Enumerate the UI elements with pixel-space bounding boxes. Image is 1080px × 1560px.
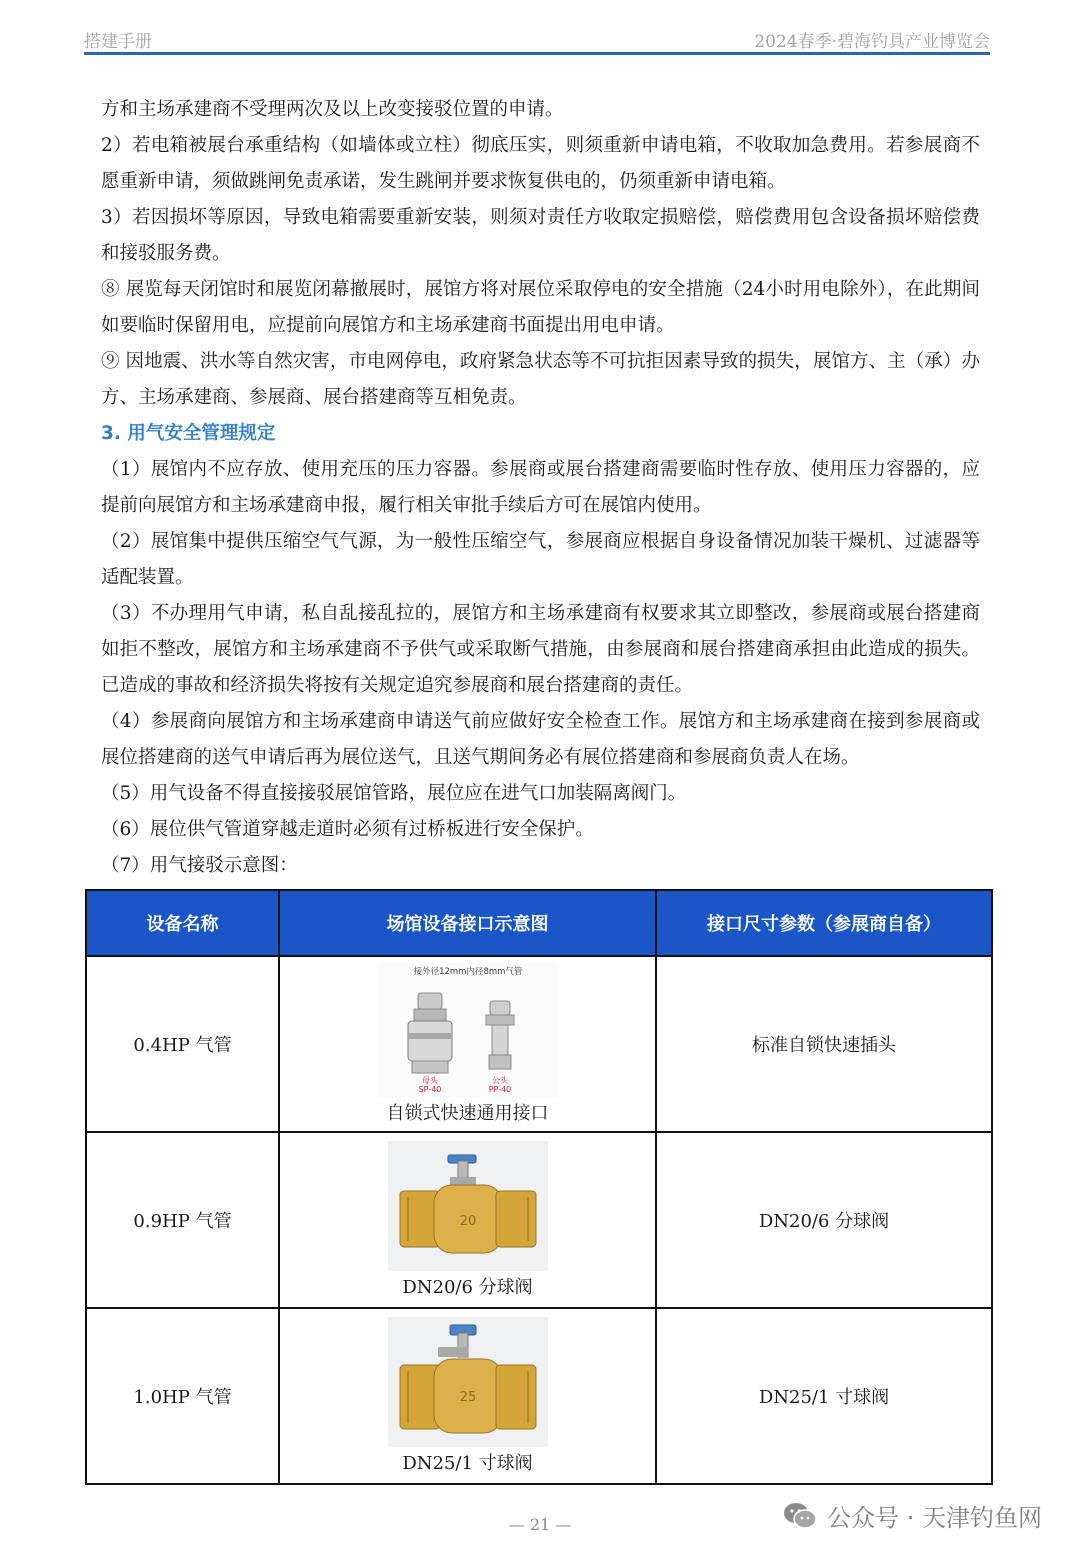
equipment-name: 0.9HP 气管	[86, 1132, 279, 1308]
svg-text:母头: 母头	[421, 1076, 438, 1085]
paragraph: 3）若因损坏等原因，导致电箱需要重新安装，则须对责任方收取定损赔偿，赔偿费用包含设备损坏赔偿费和接驳服务费。	[101, 207, 980, 264]
watermark-text: 公众号 · 天津钓鱼网	[827, 1504, 1042, 1532]
column-header-spec: 接口尺寸参数（参展商自备）	[656, 890, 992, 956]
paragraph: 2）若电箱被展台承重结构（如墙体或立柱）彻底压实，则须重新申请电箱，不收取加急费用。若参展商不愿重新申请，须做跳闸免责承诺，发生跳闸并要求恢复供电的，仍须重新申请电箱。	[101, 135, 980, 192]
paragraph: （5）用气设备不得直接接驳展馆管路，展位应在进气口加装隔离阀门。	[101, 783, 687, 804]
ball-valve-photo	[388, 1317, 548, 1447]
svg-text:PP-40: PP-40	[488, 1085, 511, 1094]
header-event-title: 2024春季·碧海钓具产业博览会	[754, 31, 990, 52]
table-header-row	[86, 890, 992, 956]
paragraph: ⑨ 因地震、洪水等自然灾害，市电网停电，政府紧急状态等不可抗拒因素导致的损失，展馆方、主（承）办方、主场承建商、参展商、展台搭建商等互相免责。	[101, 351, 980, 408]
header-divider	[84, 52, 990, 55]
paragraph: （4）参展商向展馆方和主场承建商申请送气前应做好安全检查工作。展馆方和主场承建商在接到参展商或展位搭建商的送气申请后再为展位送气，且送气期间务必有展位搭建商和参展商负责人在场。	[101, 711, 980, 768]
svg-text:SP-40: SP-40	[418, 1085, 441, 1094]
page-header	[84, 24, 990, 54]
paragraph: （6）展位供气管道穿越走道时必须有过桥板进行安全保护。	[101, 819, 594, 840]
diagram-cell	[279, 1308, 656, 1484]
paragraph: （7）用气接驳示意图：	[101, 855, 298, 876]
table-row	[86, 1308, 992, 1484]
header-manual-title: 搭建手册	[84, 31, 152, 52]
spec-value: 标准自锁快速插头	[656, 956, 992, 1132]
diagram-caption: DN25/1 寸球阀	[402, 1453, 533, 1474]
valve-size-mark: 20	[459, 1214, 476, 1229]
ball-valve-photo	[388, 1141, 548, 1271]
diagram-caption: DN20/6 分球阀	[402, 1277, 533, 1298]
table-row	[86, 956, 992, 1132]
paragraph: 方和主场承建商不受理两次及以上改变接驳位置的申请。	[101, 99, 564, 120]
paragraph: ⑧ 展览每天闭馆时和展览闭幕撤展时，展馆方将对展位采取停电的安全措施（24小时用电除外），在此期间如要临时保留用电，应提前向展馆方和主场承建商书面提出用电申请。	[101, 279, 980, 336]
spec-value: DN20/6 分球阀	[656, 1132, 992, 1308]
page-number: — 21 —	[508, 1515, 572, 1534]
column-header-diagram: 场馆设备接口示意图	[279, 890, 656, 956]
diagram-cell	[279, 1132, 656, 1308]
svg-text:公头: 公头	[491, 1076, 508, 1085]
paragraph: （2）展馆集中提供压缩空气气源，为一般性压缩空气，参展商应根据自身设备情况加装干燥机、过滤器等适配装置。	[101, 531, 980, 588]
equipment-name: 1.0HP 气管	[86, 1308, 279, 1484]
document-body	[101, 92, 980, 884]
section-heading: 3. 用气安全管理规定	[101, 423, 276, 444]
paragraph: （1）展馆内不应存放、使用充压的压力容器。参展商或展台搭建商需要临时性存放、使用压力容器的，应提前向展馆方和主场承建商申报，履行相关审批手续后方可在展馆内使用。	[101, 459, 980, 516]
table-row	[86, 1132, 992, 1308]
spec-value: DN25/1 寸球阀	[656, 1308, 992, 1484]
wechat-icon	[783, 1501, 817, 1531]
photo-top-label: 接外径12mm内径8mm气管	[413, 967, 522, 977]
quick-coupler-photo	[378, 963, 558, 1097]
diagram-caption: 自锁式快速通用接口	[386, 1103, 549, 1124]
column-header-equipment: 设备名称	[86, 890, 279, 956]
diagram-cell	[279, 956, 656, 1132]
gas-connection-table	[85, 889, 993, 1485]
equipment-name: 0.4HP 气管	[86, 956, 279, 1132]
paragraph: （3）不办理用气申请，私自乱接乱拉的，展馆方和主场承建商有权要求其立即整改，参展商或展台搭建商如拒不整改，展馆方和主场承建商不予供气或采取断气措施，由参展商和展台搭建商承担由此造成的损失。已造成的事故和经济损失将按有关规定追究参展商和展台搭建商的责任。	[101, 603, 980, 696]
valve-size-mark: 25	[459, 1390, 476, 1405]
wechat-watermark	[783, 1498, 1042, 1533]
